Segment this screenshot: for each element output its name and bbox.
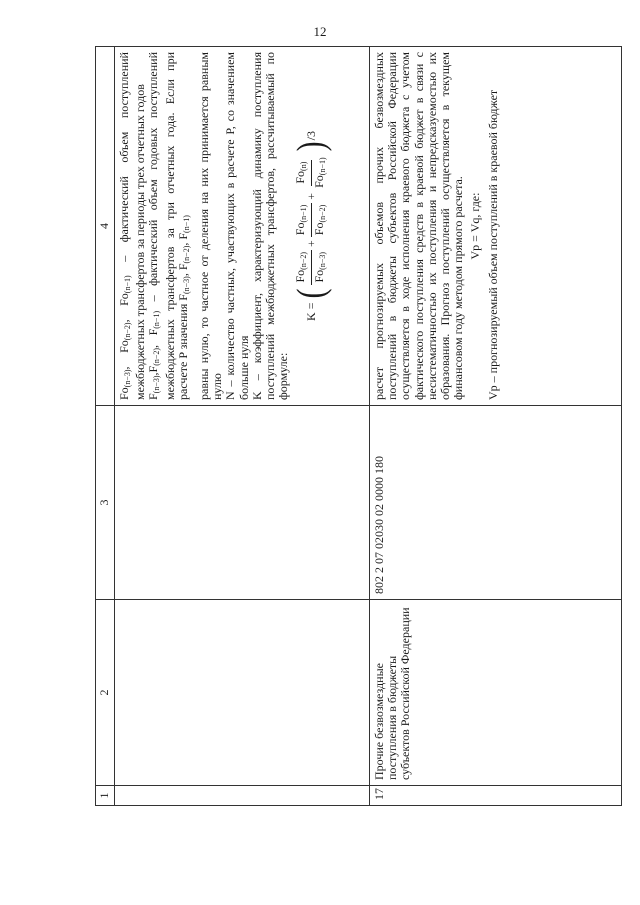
header-col-2: 2 [96, 600, 115, 786]
vp-formula: Vp = Vq, где: [468, 192, 483, 260]
cont-cell-1 [115, 786, 370, 806]
zero-rule: равны нулю, то частное от деления на них принимается равным нулю [197, 52, 225, 400]
fraction-2: $Fo_{(n-1)}$ $Fo_{(n-2)}$ [293, 204, 328, 236]
row-code: 802 2 07 02030 02 0000 180 [370, 406, 622, 600]
page-number: 12 [313, 24, 327, 39]
cont-cell-3 [115, 406, 370, 600]
header-col-1: 1 [96, 786, 115, 806]
vp-definition: Vp – прогнозируемый объем поступлений в краевой бюджет [485, 89, 500, 400]
k-definition: K – коэффициент, характеризующий динамику поступления поступлений межбюджетных трансфертов, рассчитываемый по формуле: [249, 52, 291, 400]
header-row [96, 47, 115, 806]
cont-cell-2 [115, 600, 370, 786]
row-method [370, 47, 622, 406]
row-number: 17 [370, 786, 622, 806]
f-definition: $F_{(n-3)},F_{(n-2)}$, $F_{(n-1)}$ – фактический объем годовых поступлений межбюджетных трансфертов за три отчетных года. Если при расчете P значения $F_{(n-3)}$, $F_{(n-2)}$, $F_{(n-1)}$ [146, 52, 191, 400]
fraction-1: $Fo_{(n-2)}$ $Fo_{(n-3)}$ [293, 252, 328, 283]
revenue-method-table [95, 46, 622, 806]
cont-cell-4 [115, 47, 370, 406]
n-definition: N – количество частных, участвующих в расчете P, со значением больше нуля [223, 52, 251, 400]
header-col-4: 4 [96, 47, 115, 406]
fraction-3: $Fo_{(n)}$ $Fo_{(n-1)}$ [293, 157, 328, 188]
row-name: Прочие безвозмездные поступления в бюджеты субъектов Российской Федерации [370, 600, 622, 786]
header-col-3: 3 [96, 406, 115, 600]
fo-definition: $Fo_{(n-3)}$, $Fo_{(n-2)}$, $Fo_{(n-1)}$ – фактический объем поступлений межбюджетных трансфертов за периоды трех отчетных годов [117, 52, 148, 400]
table-row [370, 47, 622, 806]
k-formula: K = ( $Fo_{(n-2)}$ $Fo_{(n-3)}$ + $Fo_{(n-1)}$ $Fo_{(n-2)}$ + $Fo_{(n)}$ $Fo_{(n-1)}$ ) /3 [289, 131, 333, 321]
rotated-table-container [95, 47, 622, 806]
method-description: расчет прогнозируемых объемов прочих безвозмездных поступлений в бюджеты субъектов Российской Федерации осуществляется в ходе исполнения краевого бюджета с учетом фактического поступления средств в краевой бюджет в связи с несистематичностью их поступления и непредсказуемостью их образования. Прогноз поступлений осуществляется в текущем финансовом году методом прямого расчета. [372, 52, 466, 400]
continuation-row [115, 47, 370, 806]
